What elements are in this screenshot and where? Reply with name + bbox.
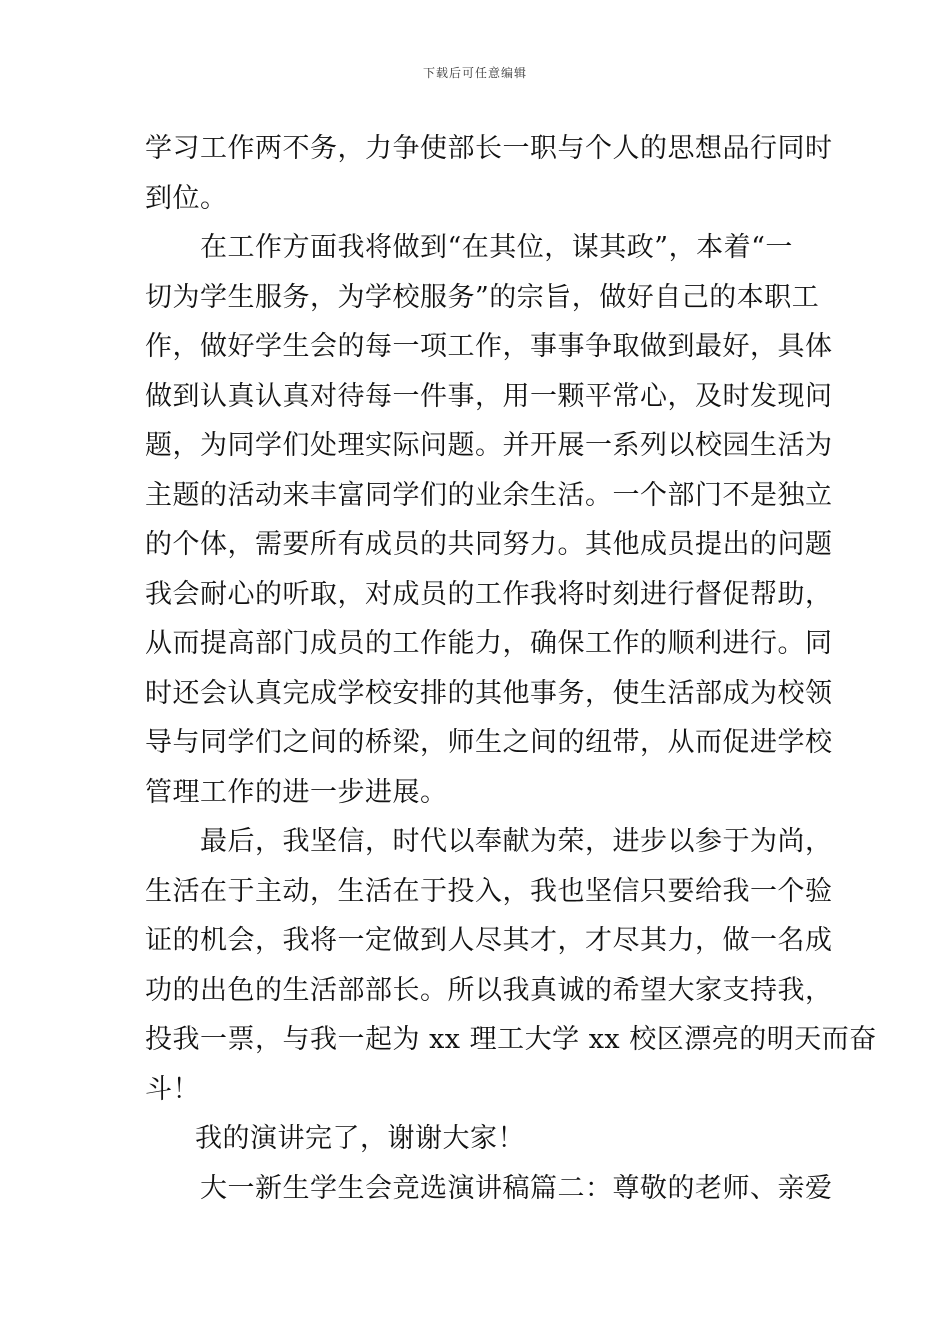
text-line: 斗！	[145, 1073, 200, 1105]
page-header: 下载后可任意编辑	[422, 66, 527, 80]
text-line: 切为学生服务，为学校服务”的宗旨，做好自己的本职工	[145, 281, 820, 313]
text-line: 功的出色的生活部部长。所以我真诚的希望大家支持我，	[145, 974, 833, 1006]
paragraph-start-line: 在工作方面我将做到“在其位，谋其政”，本着“一	[200, 232, 793, 263]
text-line: 管理工作的进一步进展。	[145, 776, 448, 808]
text-line: 到位。	[145, 182, 228, 214]
document-body	[145, 124, 877, 1213]
paragraph-start-line: 大一新生学生会竞选演讲稿篇二：尊敬的老师、亲爱	[200, 1172, 833, 1204]
text-line: 证的机会，我将一定做到人尽其才，才尽其力，做一名成	[145, 925, 833, 956]
text-line: 题，为同学们处理实际问题。并开展一系列以校园生活为	[145, 430, 833, 461]
text-line: 导与同学们之间的桥梁，师生之间的纽带，从而促进学校	[145, 727, 833, 758]
text-line: 做到认真认真对待每一件事，用一颗平常心，及时发现问	[145, 380, 833, 412]
text-line: 投我一票，与我一起为 xx 理工大学 xx 校区漂亮的明天而奋	[145, 1024, 877, 1055]
text-line: 从而提高部门成员的工作能力，确保工作的顺利进行。同	[145, 628, 833, 659]
text-line: 作，做好学生会的每一项工作，事事争取做到最好，具体	[145, 331, 833, 362]
text-line: 的个体，需要所有成员的共同努力。其他成员提出的问题	[145, 529, 833, 560]
text-line: 时还会认真完成学校安排的其他事务，使生活部成为校领	[145, 677, 833, 709]
text-line: 学习工作两不务，力争使部长一职与个人的思想品行同时	[145, 133, 833, 164]
text-line: 主题的活动来丰富同学们的业余生活。一个部门不是独立	[145, 479, 833, 511]
paragraph-start-line: 最后，我坚信，时代以奉献为荣，进步以参于为尚，	[200, 826, 833, 857]
text-line: 生活在于主动，生活在于投入，我也坚信只要给我一个验	[145, 875, 833, 907]
paragraph-start-line: 我的演讲完了，谢谢大家！	[195, 1123, 525, 1154]
text-line: 我会耐心的听取，对成员的工作我将时刻进行督促帮助，	[145, 578, 833, 610]
